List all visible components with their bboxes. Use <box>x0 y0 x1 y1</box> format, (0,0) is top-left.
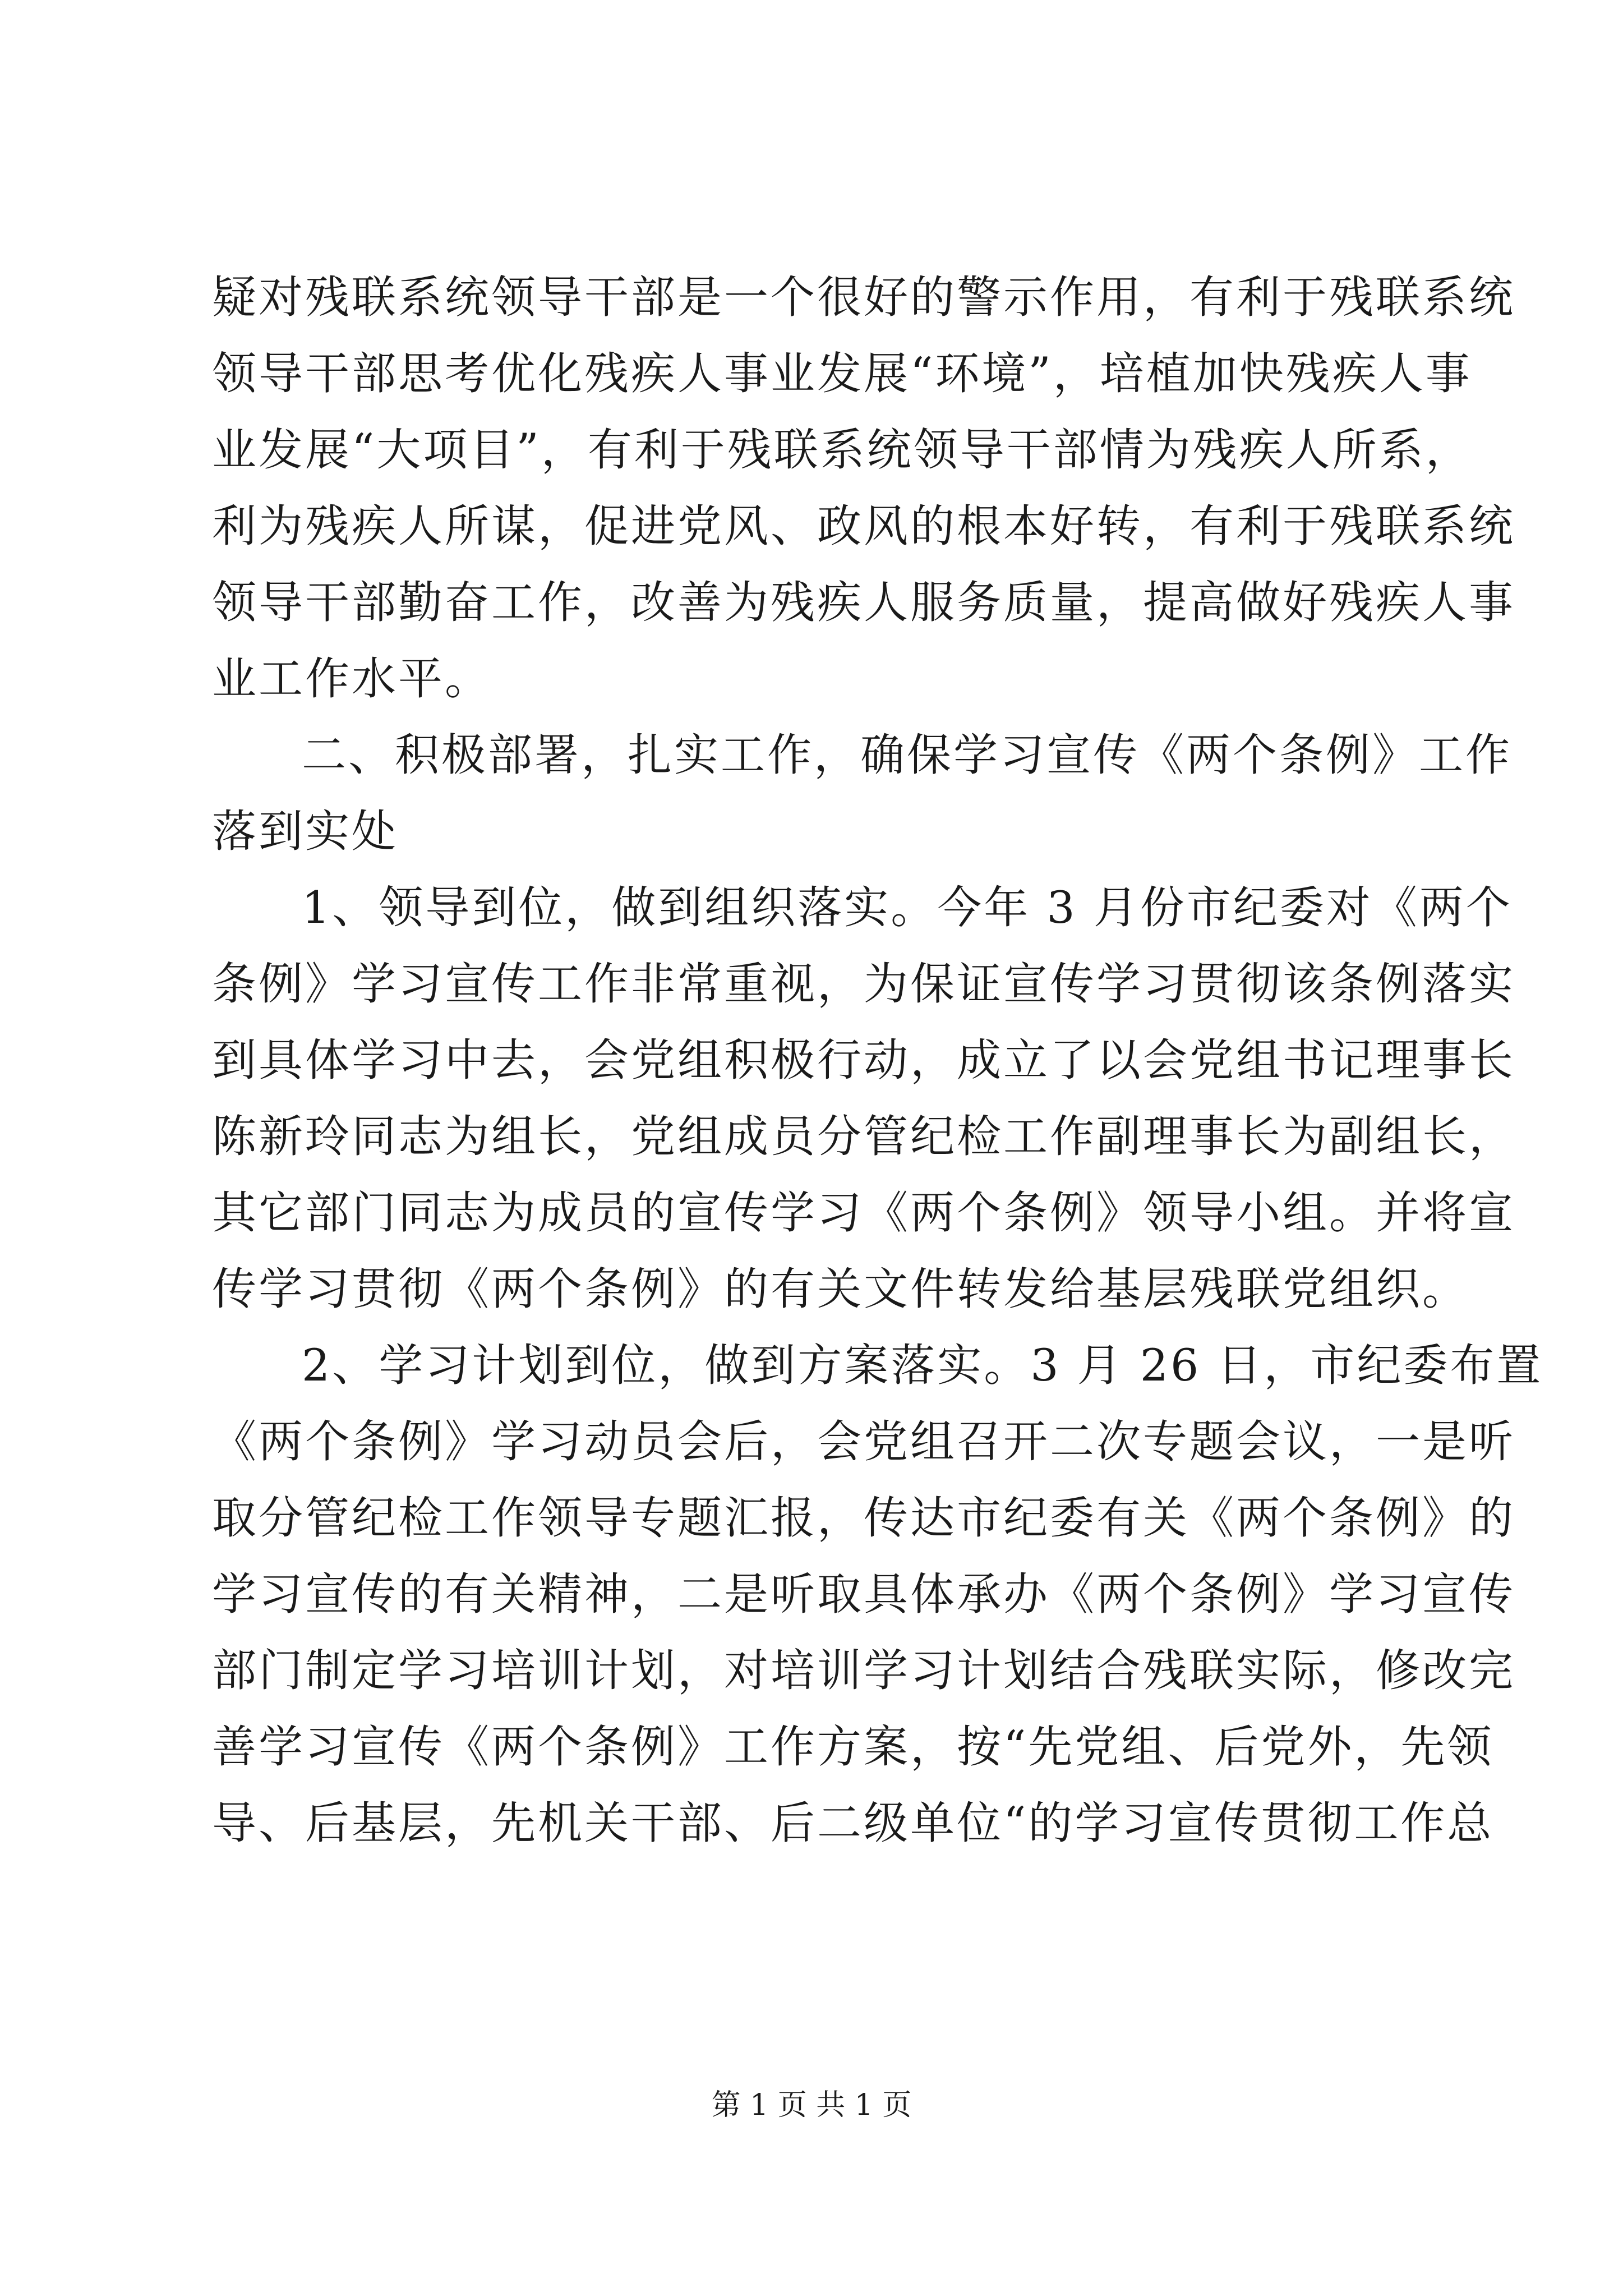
text-line: 其它部门同志为成员的宣传学习《两个条例》领导小组。并将宣 <box>212 1187 1515 1239</box>
section-heading: 二、积极部署，扎实工作，确保学习宣传《两个条例》工作 <box>302 729 1512 781</box>
text-line: 学习宣传的有关精神，二是听取具体承办《两个条例》学习宣传 <box>212 1568 1515 1620</box>
section-heading-continued: 落到实处 <box>212 806 398 857</box>
text-line: 陈新玲同志为组长，党组成员分管纪检工作副理事长为副组长， <box>212 1111 1515 1162</box>
document-body <box>212 259 1543 1861</box>
text-line: 领导干部思考优化残疾人事业发展“环境”，培植加快残疾人事 <box>212 348 1472 399</box>
text-line: 业工作水平。 <box>212 653 491 705</box>
text-line: 取分管纪检工作领导专题汇报，传达市纪委有关《两个条例》的 <box>212 1492 1515 1544</box>
text-line: 到具体学习中去，会党组积极行动，成立了以会党组书记理事长 <box>212 1034 1515 1086</box>
text-line: 导、后基层，先机关干部、后二级单位“的学习宣传贯彻工作总 <box>212 1797 1494 1849</box>
text-line: 2、学习计划到位，做到方案落实。3 月 26 日，市纪委布置 <box>302 1340 1543 1391</box>
text-line: 1、领导到位，做到组织落实。今年 3 月份市纪委对《两个 <box>302 882 1513 933</box>
text-line: 善学习宣传《两个条例》工作方案，按“先党组、后党外，先领 <box>212 1721 1494 1773</box>
text-line: 传学习贯彻《两个条例》的有关文件转发给基层残联党组织。 <box>212 1263 1469 1315</box>
text-line: 条例》学习宣传工作非常重视，为保证宣传学习贯彻该条例落实 <box>212 958 1515 1010</box>
page-footer: 第 1 页 共 1 页 <box>711 2088 912 2122</box>
text-line: 领导干部勤奋工作，改善为残疾人服务质量，提高做好残疾人事 <box>212 577 1515 628</box>
text-line: 疑对残联系统领导干部是一个很好的警示作用，有利于残联系统 <box>212 272 1515 323</box>
text-line: 业发展“大项目”，有利于残联系统领导干部情为残疾人所系， <box>212 424 1472 476</box>
text-line: 部门制定学习培训计划，对培训学习计划结合残联实际，修改完 <box>212 1645 1515 1696</box>
text-line: 《两个条例》学习动员会后，会党组召开二次专题会议，一是听 <box>212 1416 1515 1467</box>
text-line: 利为残疾人所谋，促进党风、政风的根本好转，有利于残联系统 <box>212 500 1515 552</box>
